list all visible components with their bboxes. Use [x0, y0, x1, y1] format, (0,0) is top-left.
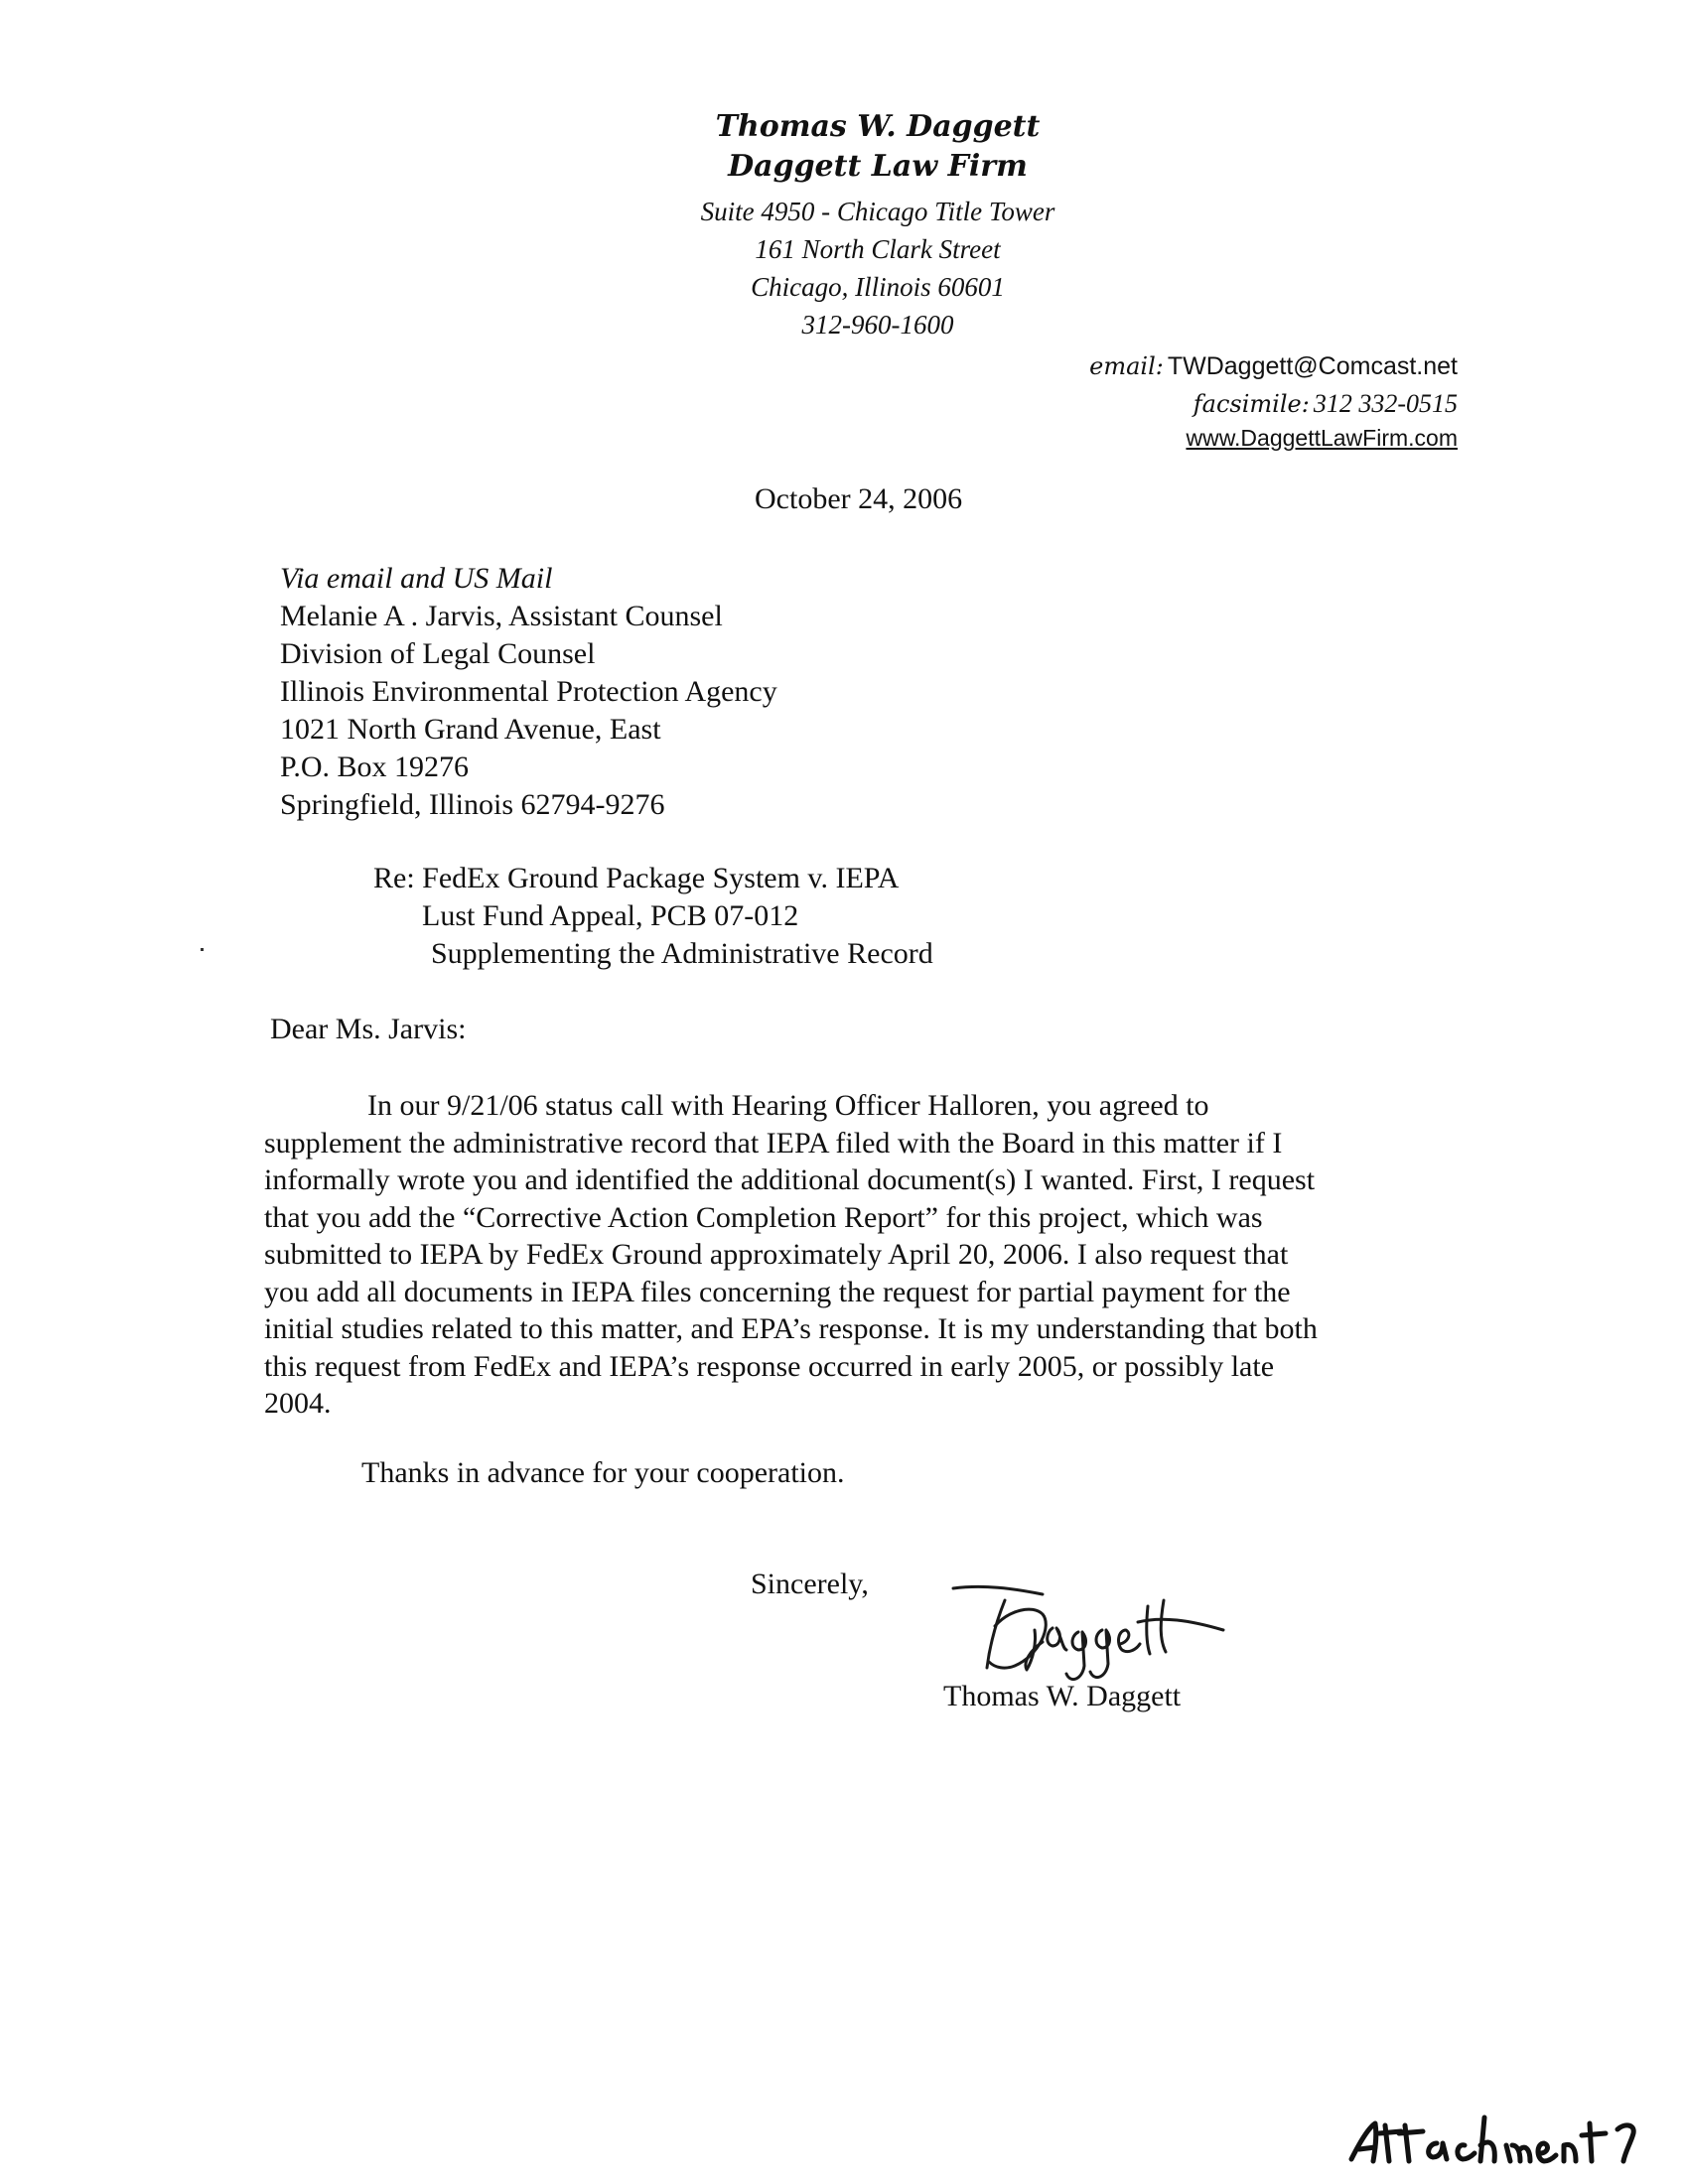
- recipient-line-4: 1021 North Grand Avenue, East: [280, 713, 661, 746]
- signer-name: Thomas W. Daggett: [943, 1680, 1182, 1712]
- letterhead-firm: Daggett Law Firm: [728, 149, 1028, 184]
- letterhead-email-line: [1089, 352, 1458, 381]
- recipient-line-2: Division of Legal Counsel: [280, 637, 596, 670]
- fax-label: facsimile:: [1193, 390, 1310, 418]
- recipient-line-6: Springfield, Illinois 62794-9276: [280, 788, 665, 821]
- recipient-line-3: Illinois Environmental Protection Agency: [280, 675, 777, 708]
- salutation: Dear Ms. Jarvis:: [270, 1013, 467, 1045]
- email-label: email:: [1089, 352, 1164, 380]
- handwritten-attachment-note: [1345, 2110, 1643, 2169]
- body-line-6: you add all documents in IEPA files concerning the request for partial payment for the: [264, 1275, 1291, 1308]
- letterhead-phone: 312-960-1600: [801, 310, 954, 340]
- scan-speck: [201, 948, 204, 951]
- letterhead-fax-line: [1193, 389, 1458, 419]
- letterhead-name: Thomas W. Daggett: [715, 109, 1041, 144]
- body-line-3: informally wrote you and identified the additional document(s) I wanted. First, I request: [264, 1163, 1316, 1196]
- letterhead-address-line-3: Chicago, Illinois 60601: [751, 272, 1005, 302]
- re-line-2: Lust Fund Appeal, PCB 07-012: [422, 899, 799, 932]
- delivery-method: Via email and US Mail: [280, 562, 553, 595]
- fax-number: 312 332-0515: [1313, 389, 1458, 418]
- body-line-7: initial studies related to this matter, and EPA’s response. It is my understanding that both: [264, 1312, 1318, 1345]
- letterhead-address-line-1: Suite 4950 - Chicago Title Tower: [700, 197, 1055, 226]
- body-line-4: that you add the “Corrective Action Completion Report” for this project, which was: [264, 1200, 1263, 1234]
- letterhead-address-line-2: 161 North Clark Street: [755, 234, 1001, 264]
- body-line-9: 2004.: [264, 1387, 332, 1420]
- body-line-5: submitted to IEPA by FedEx Ground approximately April 20, 2006. I also request that: [264, 1238, 1289, 1271]
- body-line-8: this request from FedEx and IEPA’s response occurred in early 2005, or possibly late: [264, 1349, 1275, 1383]
- letter-date: October 24, 2006: [755, 482, 963, 515]
- re-line-1: Re: FedEx Ground Package System v. IEPA: [373, 862, 900, 894]
- body-paragraph: [264, 1087, 1436, 1423]
- recipient-line-1: Melanie A . Jarvis, Assistant Counsel: [280, 600, 723, 632]
- website-link[interactable]: www.DaggettLawFirm.com: [1186, 425, 1458, 451]
- email-address-link[interactable]: TWDaggett@Comcast.net: [1167, 352, 1458, 380]
- re-line-3: Supplementing the Administrative Record: [431, 937, 933, 970]
- body-line-1: In our 9/21/06 status call with Hearing Officer Halloren, you agreed to: [367, 1089, 1209, 1122]
- closing: Sincerely,: [751, 1568, 869, 1600]
- recipient-line-5: P.O. Box 19276: [280, 751, 470, 783]
- thanks-line: Thanks in advance for your cooperation.: [361, 1456, 845, 1489]
- body-line-2: supplement the administrative record that IEPA filed with the Board in this matter if I: [264, 1126, 1283, 1160]
